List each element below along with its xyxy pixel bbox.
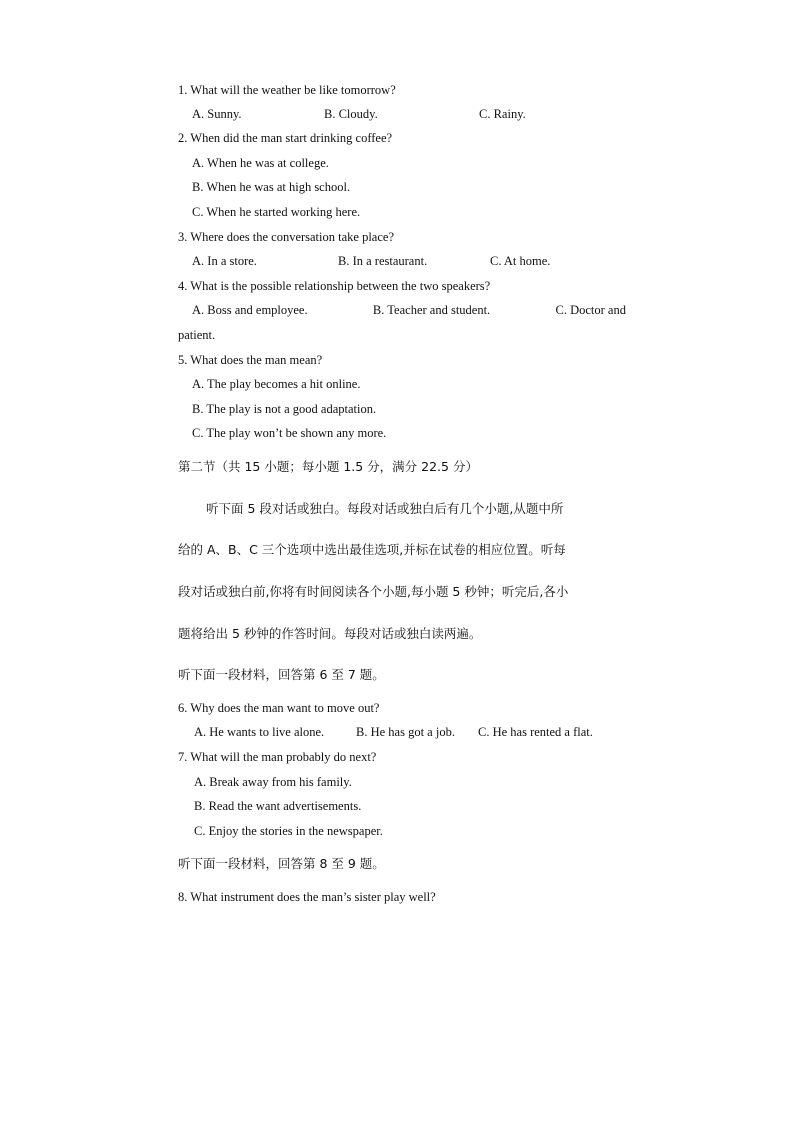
question-7-option-b: B. Read the want advertisements. bbox=[194, 799, 362, 813]
section-2-heading: 第二节（共 15 小题；每小题 1.5 分，满分 22.5 分） bbox=[178, 459, 478, 474]
question-7-option-c: C. Enjoy the stories in the newspaper. bbox=[194, 824, 383, 838]
question-6-stem: 6. Why does the man want to move out? bbox=[178, 701, 380, 715]
question-7-option-a: A. Break away from his family. bbox=[194, 775, 352, 789]
question-1-option-b: B. Cloudy. bbox=[324, 107, 378, 121]
question-2-option-b: B. When he was at high school. bbox=[192, 180, 351, 194]
question-1-option-c: C. Rainy. bbox=[479, 107, 526, 121]
question-4-option-a: A. Boss and employee. bbox=[192, 303, 308, 317]
group-6-7-intro: 听下面一段材料，回答第 6 至 7 题。 bbox=[178, 667, 385, 682]
section-2-instructions-line-3: 段对话或独白前,你将有时间阅读各个小题,每小题 5 秒钟；听完后,各小 bbox=[178, 584, 569, 599]
question-6-option-c: C. He has rented a flat. bbox=[478, 725, 593, 739]
question-1-option-a: A. Sunny. bbox=[192, 107, 242, 121]
question-2-stem: 2. When did the man start drinking coffee? bbox=[178, 131, 393, 145]
question-6-option-a: A. He wants to live alone. bbox=[194, 725, 325, 739]
question-5-option-c: C. The play won’t be shown any more. bbox=[192, 426, 387, 440]
question-3-option-b: B. In a restaurant. bbox=[338, 254, 428, 268]
question-3-option-a: A. In a store. bbox=[192, 254, 257, 268]
question-3-option-c: C. At home. bbox=[490, 254, 551, 268]
question-4-stem: 4. What is the possible relationship between the two speakers? bbox=[178, 279, 491, 293]
question-2-option-c: C. When he started working here. bbox=[192, 205, 361, 219]
section-2-instructions-line-2: 给的 A、B、C 三个选项中选出最佳选项,并标在试卷的相应位置。听每 bbox=[178, 542, 566, 557]
section-2-instructions-line-1: 听下面 5 段对话或独白。每段对话或独白后有几个小题,从题中所 bbox=[206, 501, 564, 516]
question-7-stem: 7. What will the man probably do next? bbox=[178, 750, 377, 764]
question-6-option-b: B. He has got a job. bbox=[356, 725, 455, 739]
question-5-option-b: B. The play is not a good adaptation. bbox=[192, 402, 377, 416]
question-1-stem: 1. What will the weather be like tomorrow? bbox=[178, 83, 396, 97]
section-2-instructions-line-4: 题将给出 5 秒钟的作答时间。每段对话或独白读两遍。 bbox=[178, 626, 482, 641]
question-4-option-c-continuation: patient. bbox=[178, 328, 216, 342]
question-3-stem: 3. Where does the conversation take place? bbox=[178, 230, 394, 244]
question-5-stem: 5. What does the man mean? bbox=[178, 353, 323, 367]
question-4-options bbox=[192, 302, 626, 318]
question-8-stem: 8. What instrument does the man’s sister play well? bbox=[178, 890, 436, 904]
question-2-option-a: A. When he was at college. bbox=[192, 156, 329, 170]
question-5-option-a: A. The play becomes a hit online. bbox=[192, 377, 361, 391]
question-4-option-c: C. Doctor and bbox=[555, 303, 626, 317]
group-8-9-intro: 听下面一段材料，回答第 8 至 9 题。 bbox=[178, 856, 385, 871]
question-4-option-b: B. Teacher and student. bbox=[372, 303, 491, 317]
